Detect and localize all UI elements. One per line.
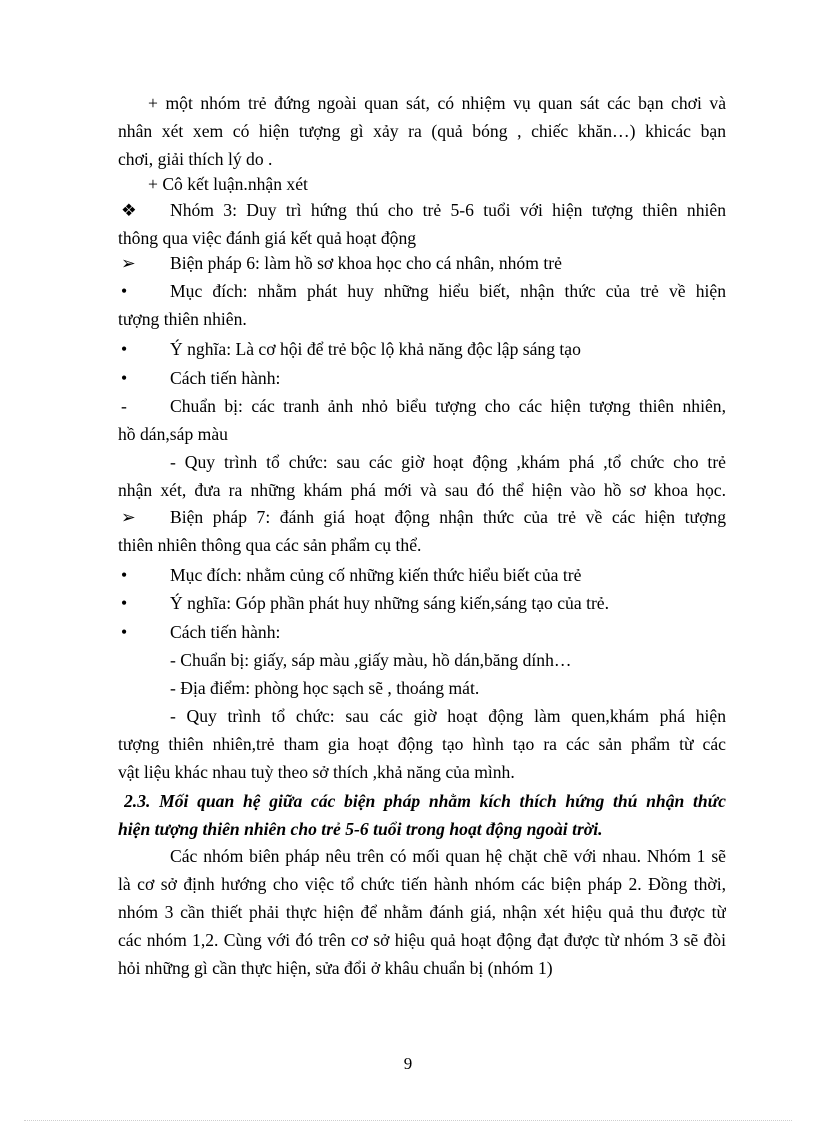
text-line: Cách tiến hành: xyxy=(170,622,281,642)
text-line: Ý nghĩa: Góp phần phát huy những sáng kiến,sáng tạo của trẻ. xyxy=(170,593,610,613)
bullet-icon: • xyxy=(121,565,128,585)
group-heading: Nhóm 3: Duy trì hứng thú cho trẻ 5-6 tuổi với hiện tượng thiên nhiên xyxy=(170,200,726,220)
text-line: - Chuẩn bị: giấy, sáp màu ,giấy màu, hồ dán,băng dính… xyxy=(170,650,572,670)
bullet-icon: • xyxy=(121,622,128,642)
text-line: vật liệu khác nhau tuỳ theo sở thích ,khả năng của mình. xyxy=(118,762,515,782)
text-line: tượng thiên nhiên,trẻ tham gia hoạt động tạo hình tạo ra các sản phẩm từ các xyxy=(118,734,726,754)
text-line: nhóm 3 cần thiết phải thực hiện để nhằm đánh giá, nhận xét hiệu quả thu được từ xyxy=(118,902,726,922)
text-line: tượng thiên nhiên. xyxy=(118,309,247,329)
text-line: - Quy trình tổ chức: sau các giờ hoạt động làm quen,khám phá hiện xyxy=(170,706,726,726)
text-line: Mục đích: nhằm phát huy những hiểu biết, nhận thức của trẻ về hiện xyxy=(170,281,726,301)
page-edge-divider xyxy=(24,1120,792,1121)
text-line: Chuẩn bị: các tranh ảnh nhỏ biểu tượng cho các hiện tượng thiên nhiên, xyxy=(170,396,726,416)
arrow-bullet-icon: ➢ xyxy=(121,253,136,273)
text-line: nhận xét, đưa ra những khám phá mới và sau đó thể hiện vào hồ sơ khoa học. xyxy=(118,480,726,500)
dash-marker: - xyxy=(121,396,127,416)
bullet-icon: • xyxy=(121,593,128,613)
text-line: hỏi những gì cần thực hiện, sửa đổi ở khâu chuẩn bị (nhóm 1) xyxy=(118,958,553,978)
arrow-bullet-icon: ➢ xyxy=(121,507,136,527)
text-line: + Cô kết luận.nhận xét xyxy=(148,174,308,194)
text-line: Ý nghĩa: Là cơ hội để trẻ bộc lộ khả năng độc lập sáng tạo xyxy=(170,339,581,359)
section-heading: 2.3. Mối quan hệ giữa các biện pháp nhằm kích thích hứng thú nhận thức xyxy=(124,791,726,811)
text-line: thông qua việc đánh giá kết quả hoạt động xyxy=(118,228,417,248)
text-line: nhân xét xem có hiện tượng gì xảy ra (quả bóng , chiếc khăn…) khicác bạn xyxy=(118,121,726,141)
text-line: + một nhóm trẻ đứng ngoài quan sát, có nhiệm vụ quan sát các bạn chơi và xyxy=(148,93,726,113)
text-line: Mục đích: nhằm củng cố những kiến thức hiểu biết của trẻ xyxy=(170,565,582,585)
measure-heading: Biện pháp 7: đánh giá hoạt động nhận thức của trẻ về các hiện tượng xyxy=(170,507,726,527)
text-line: Cách tiến hành: xyxy=(170,368,281,388)
bullet-icon: • xyxy=(121,368,128,388)
text-line: chơi, giải thích lý do . xyxy=(118,149,273,169)
text-line: thiên nhiên thông qua các sản phẩm cụ thể. xyxy=(118,535,422,555)
text-line: Các nhóm biên pháp nêu trên có mối quan hệ chặt chẽ với nhau. Nhóm 1 sẽ xyxy=(170,846,726,866)
section-heading: hiện tượng thiên nhiên cho trẻ 5-6 tuổi trong hoạt động ngoài trời. xyxy=(118,819,603,839)
bullet-icon: • xyxy=(121,339,128,359)
bullet-icon: • xyxy=(121,281,128,301)
text-line: - Quy trình tổ chức: sau các giờ hoạt động ,khám phá ,tổ chức cho trẻ xyxy=(170,452,726,472)
text-line: là cơ sở định hướng cho việc tổ chức tiến hành nhóm các biện pháp 2. Đồng thời, xyxy=(118,874,726,894)
text-line: - Địa điểm: phòng học sạch sẽ , thoáng mát. xyxy=(170,678,480,698)
text-line: hồ dán,sáp màu xyxy=(118,424,228,444)
page-number: 9 xyxy=(403,1054,413,1073)
diamond-bullet-icon: ❖ xyxy=(121,200,137,220)
measure-heading: Biện pháp 6: làm hồ sơ khoa học cho cá nhân, nhóm trẻ xyxy=(170,253,562,273)
text-line: các nhóm 1,2. Cùng với đó trên cơ sở hiệu quả hoạt động đạt được từ nhóm 3 sẽ đòi xyxy=(118,930,726,950)
